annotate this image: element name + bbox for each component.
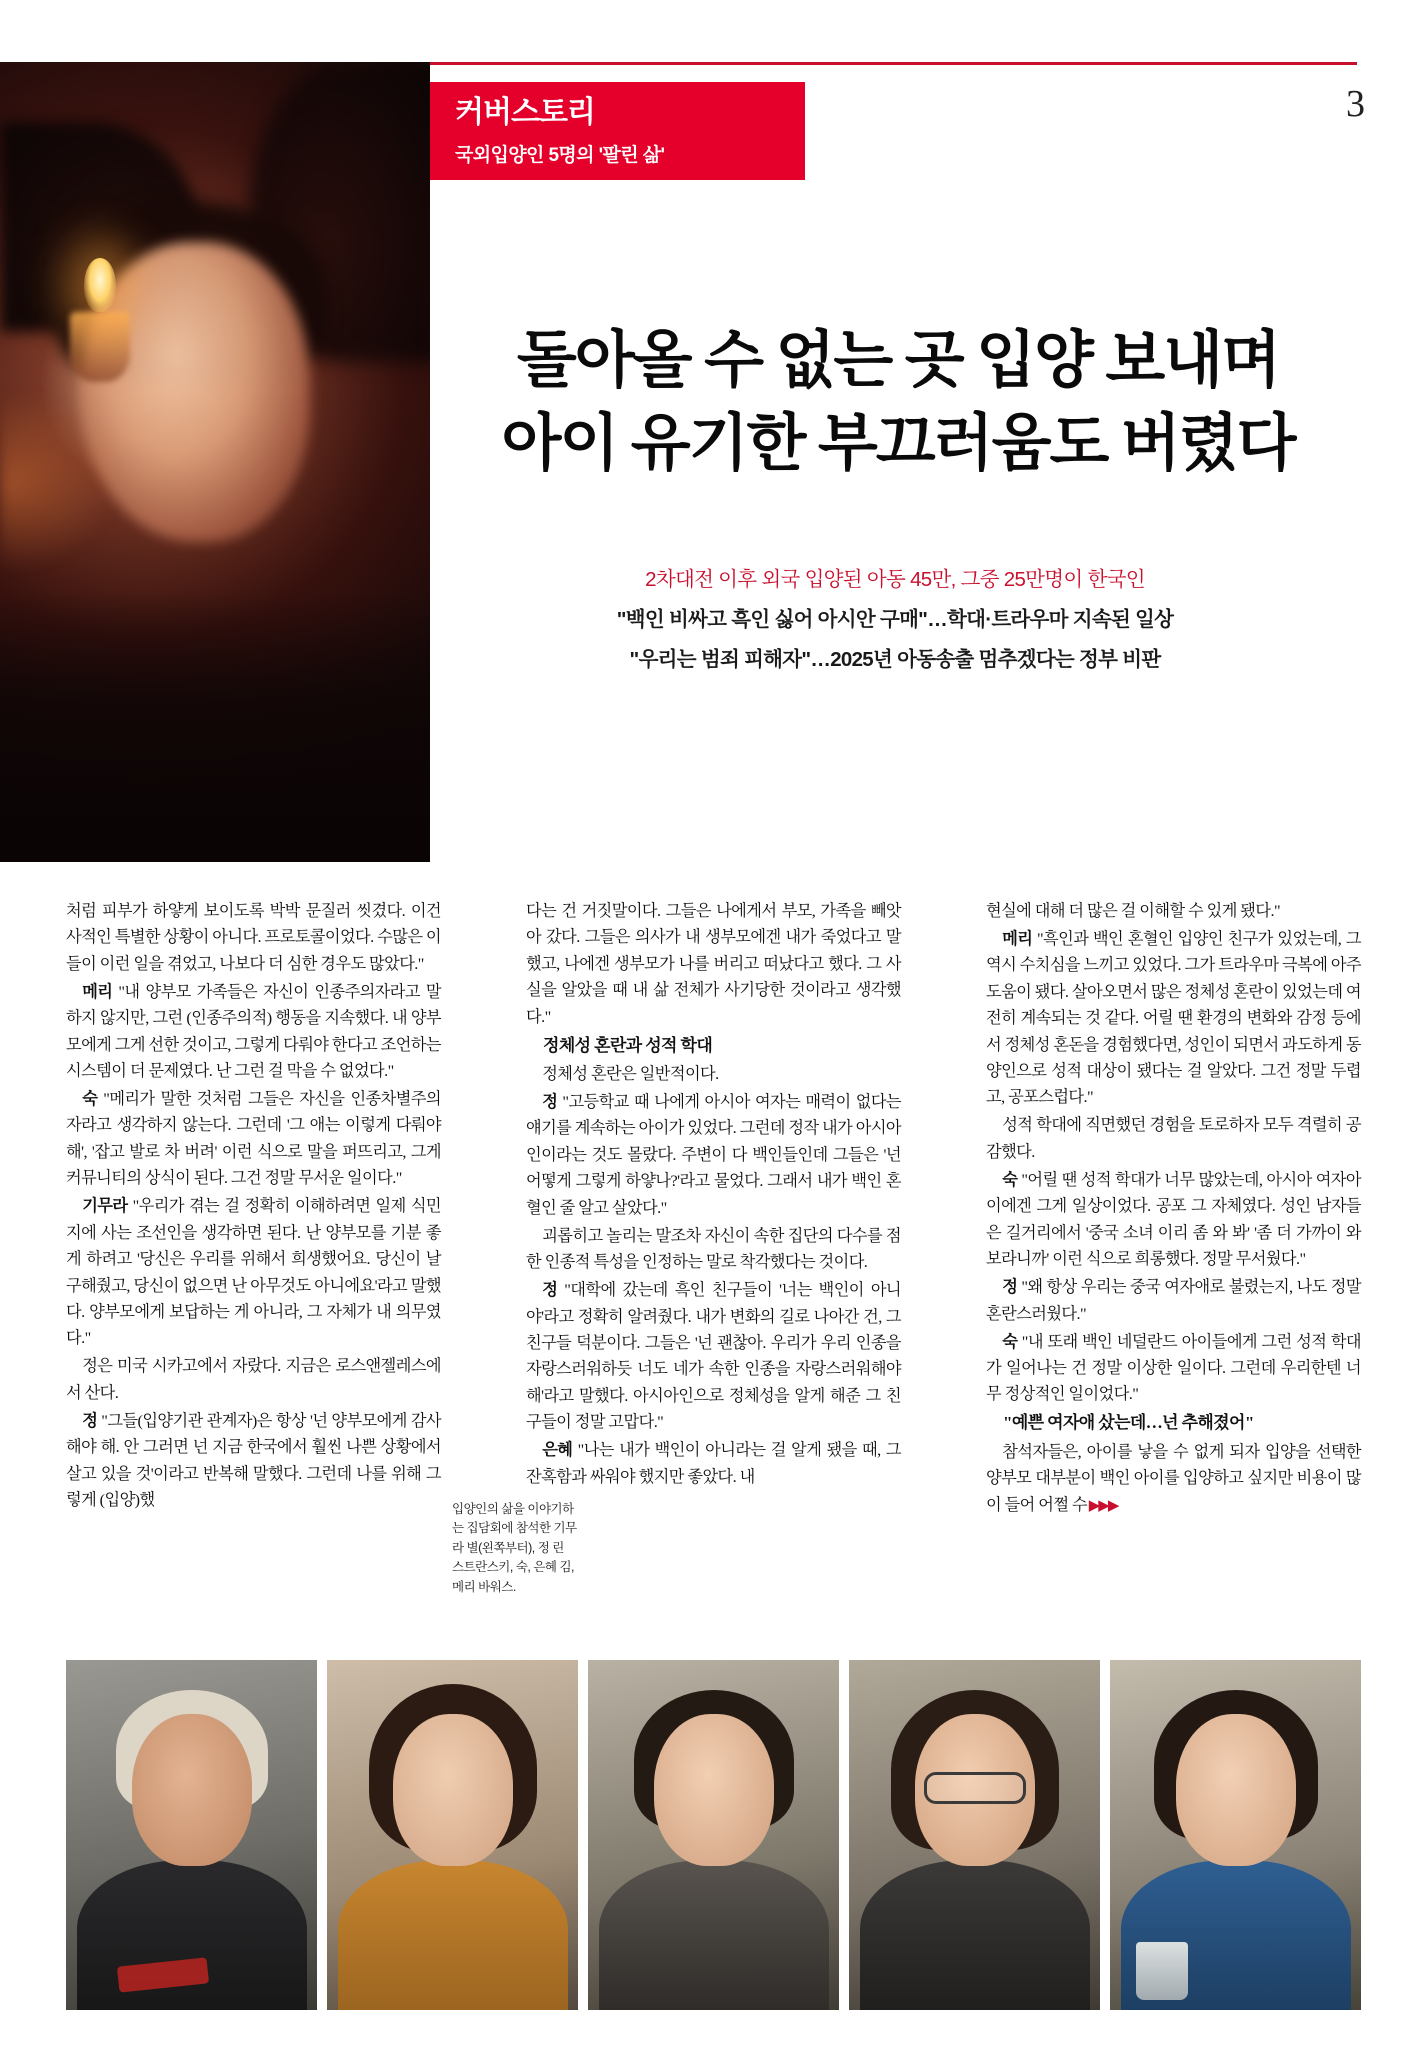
- article-paragraph: 정 "고등학교 때 나에게 아시아 여자는 매력이 없다는 얘기를 계속하는 아이가 있었다. 그런데 정작 내가 아시아인이라는 것도 몰랐다. 주변이 다 백인들인데 그들은 '넌 어떻게 그렇게 하얗나?'라고 물었다. 그래서 내가 백인 혼혈인 줄 알고 살았다.": [526, 1093, 901, 1217]
- article-paragraph: 메리 "내 양부모 가족들은 자신이 인종주의자라고 말하지 않지만, 그런 (인종주의적) 행동을 지속했다. 내 양부모에게 그게 선한 것이고, 그렇게 다뤄야 한다고 조언하는 시스템이 더 문제였다. 난 그런 걸 막을 수 없었다.": [66, 982, 442, 1081]
- cover-story-subtitle: 국외입양인 5명의 '팔린 삶': [455, 144, 665, 166]
- page-number: 3: [1346, 83, 1365, 125]
- cover-story-flag: [430, 82, 805, 180]
- article-paragraph: 정 "왜 항상 우리는 중국 여자애로 불렸는지, 나도 정말 혼란스러웠다.": [986, 1278, 1361, 1323]
- article-paragraph: 정 "그들(입양기관 관계자)은 항상 '넌 양부모에게 감사해야 해. 안 그러면 넌 지금 한국에서 훨씬 나쁜 상황에서 살고 있을 것'이라고 반복해 말했다. 그런데 나를 위해 그렇게 (입양)했: [66, 1411, 441, 1509]
- hero-photo: [0, 62, 430, 862]
- article-paragraph: 정체성 혼란은 일반적이다.: [542, 1065, 719, 1084]
- portrait-jung-lyn-stransky: [327, 1660, 578, 2010]
- continued-arrow-icon: ▶▶▶: [1087, 1497, 1118, 1514]
- headline-line-1: 돌아올 수 없는 곳 입양 보내며: [516, 327, 1280, 395]
- article-paragraph: 은혜 "나는 내가 백인이 아니라는 걸 알게 됐을 때, 그 잔혹함과 싸워야 했지만 좋았다. 내: [526, 1441, 901, 1486]
- speaker-name: 정: [542, 1093, 563, 1112]
- article-paragraph: 참석자들은, 아이를 낳을 수 없게 되자 입양을 선택한 양부모 대부분이 백인 아이를 입양하고 싶지만 비용이 많이 들어 어쩔 수 ▶▶▶: [986, 1442, 1361, 1514]
- deck: [430, 560, 1360, 680]
- pull-quote-subhead: "예쁜 여자애 샀는데…넌 추해졌어": [1003, 1413, 1254, 1433]
- speaker-name: 숙: [1002, 1332, 1022, 1351]
- article-paragraph: 괴롭히고 놀리는 말조차 자신이 속한 집단의 다수를 점한 인종적 특성을 인정하는 말로 착각했다는 것이다.: [526, 1226, 901, 1272]
- article-paragraph: 정 "대학에 갔는데 흑인 친구들이 '너는 백인이 아니야'라고 정확히 알려줬다. 내가 변화의 길로 나아간 건, 그 친구들 덕분이다. 그들은 '넌 괜찮아. 우리가 우리 인종을 자랑스러워하듯 너도 네가 속한 인종을 자랑스러워해야 해'라고 말했다. 아시아인으로 정체성을 알게 해준 그 친구들이 정말 고맙다.": [526, 1281, 901, 1432]
- portrait-strip: [66, 1660, 1361, 2010]
- portrait-body: [77, 1860, 307, 2010]
- hero-candle-flame: [84, 258, 116, 312]
- article-column-1: [66, 898, 441, 1515]
- article-paragraph: 메리 "흑인과 백인 혼혈인 입양인 친구가 있었는데, 그 역시 수치심을 느끼고 있었다. 그가 트라우마 극복에 아주 도움이 됐다. 살아오면서 많은 정체성 혼란이 있었는데 여전히 계속되는 것 같다. 어릴 땐 환경의 변화와 감정 등에서 정체성 혼돈을 경험했다면, 성인이 되면서 과도하게 동양인으로 성적 대상이 됐다는 걸 알았다. 그건 정말 두렵고, 공포스럽다.": [986, 930, 1361, 1107]
- portrait-mary-bowers: [1110, 1660, 1361, 2010]
- photo-caption: 입양인의 삶을 이야기하는 집담회에 참석한 기무라 별(왼쪽부터), 정 린 스트란스키, 숙, 은혜 김, 메리 바워스.: [452, 1502, 577, 1594]
- deck-line-3: "우리는 범죄 피해자"…2025년 아동송출 멈추겠다는 정부 비판: [629, 647, 1161, 671]
- deck-line-1: 2차대전 이후 외국 입양된 아동 45만, 그중 25만명이 한국인: [645, 568, 1145, 591]
- speaker-name: 숙: [82, 1090, 104, 1109]
- article-paragraph: 처럼 피부가 하얗게 보이도록 박박 문질러 씻겼다. 이건 사적인 특별한 상황이 아니다. 프로토콜이었다. 수많은 이들이 이런 일을 겪었고, 나보다 더 심한 경우도 많았다.": [66, 902, 441, 973]
- hero-warm-light: [0, 392, 120, 572]
- hero-cup: [70, 312, 130, 382]
- article-paragraph: 숙 "어릴 땐 성적 학대가 너무 많았는데, 아시아 여자아이에겐 그게 일상이었다. 공포 그 자체였다. 성인 남자들은 길거리에서 '중국 소녀 이리 좀 와 봐' '좀 더 가까이 와 보라니까' 이런 식으로 희롱했다. 정말 무서웠다.": [986, 1170, 1361, 1269]
- speaker-name: 정: [82, 1411, 102, 1430]
- speaker-name: 메리: [82, 982, 119, 1001]
- cover-story-title: 커버스토리: [455, 96, 595, 129]
- portrait-face: [132, 1714, 252, 1866]
- section-subhead: 정체성 혼란과 성적 학대: [543, 1035, 713, 1055]
- speaker-name: 정: [1002, 1278, 1022, 1297]
- portrait-kimura-byeol: [66, 1660, 317, 2010]
- speaker-name: 메리: [1002, 930, 1037, 949]
- article-column-3: [986, 898, 1361, 1520]
- speaker-name: 숙: [1002, 1170, 1022, 1189]
- portrait-eunhye-kim: [849, 1660, 1100, 2010]
- portrait-face: [1176, 1714, 1296, 1866]
- portrait-face: [654, 1714, 774, 1866]
- article-paragraph: 성적 학대에 직면했던 경험을 토로하자 모두 격렬히 공감했다.: [986, 1116, 1361, 1161]
- top-red-rule: [430, 62, 1357, 65]
- portrait-face: [393, 1714, 513, 1866]
- portrait-sook: [588, 1660, 839, 2010]
- portrait-body: [860, 1860, 1090, 2010]
- portrait-cup: [1136, 1942, 1188, 2000]
- article-paragraph: 현실에 대해 더 많은 걸 이해할 수 있게 됐다.": [986, 902, 1281, 920]
- speaker-name: 정: [542, 1281, 565, 1300]
- hero-vignette: [0, 592, 430, 862]
- page-title: [438, 320, 1358, 486]
- portrait-body: [599, 1860, 829, 2010]
- speaker-name: 은혜: [542, 1441, 578, 1460]
- article-body: [66, 898, 1361, 1638]
- headline-line-2: 아이 유기한 부끄러움도 버렸다: [501, 410, 1295, 479]
- article-paragraph: 숙 "내 또래 백인 네덜란드 아이들에게 그런 성적 학대가 일어나는 건 정말 이상한 일이다. 그런데 우리한텐 너무 정상적인 일이었다.": [986, 1332, 1361, 1404]
- deck-line-2: "백인 비싸고 흑인 싫어 아시안 구매"…학대·트라우마 지속된 일상: [616, 607, 1174, 631]
- article-paragraph: 다는 건 거짓말이다. 그들은 나에게서 부모, 가족을 빼앗아 갔다. 그들은 의사가 내 생부모에겐 내가 죽었다고 말했고, 나에겐 생부모가 나를 버리고 떠났다고 했다. 그 사실을 알았을 때 내 삶 전체가 사기당한 것이라고 생각했다.": [526, 902, 901, 1026]
- portrait-body: [338, 1860, 568, 2010]
- article-paragraph: 정은 미국 시카고에서 자랐다. 지금은 로스앤젤레스에서 산다.: [66, 1357, 441, 1402]
- glasses-icon: [924, 1772, 1026, 1804]
- article-paragraph: 기무라 "우리가 겪는 걸 정확히 이해하려면 일제 식민지에 사는 조선인을 생각하면 된다. 난 양부모를 기분 좋게 하려고 '당신은 우리를 위해서 희생했어요. 당신이 날 구해줬고, 당신이 없으면 난 아무것도 아니에요'라고 말했다. 양부모에게 보답하는 게 아니라, 그 자체가 내 의무였다.": [66, 1197, 442, 1348]
- speaker-name: 기무라: [82, 1197, 133, 1216]
- article-column-2: [526, 898, 901, 1492]
- article-paragraph: 숙 "메리가 말한 것처럼 그들은 자신을 인종차별주의자라고 생각하지 않는다. 그런데 '그 애는 이렇게 다뤄야 해', '잡고 발로 차 버려' 이런 식으로 말을 퍼뜨리고, 그게 커뮤니티의 상식이 된다. 그건 정말 무서운 일이다.": [66, 1090, 441, 1188]
